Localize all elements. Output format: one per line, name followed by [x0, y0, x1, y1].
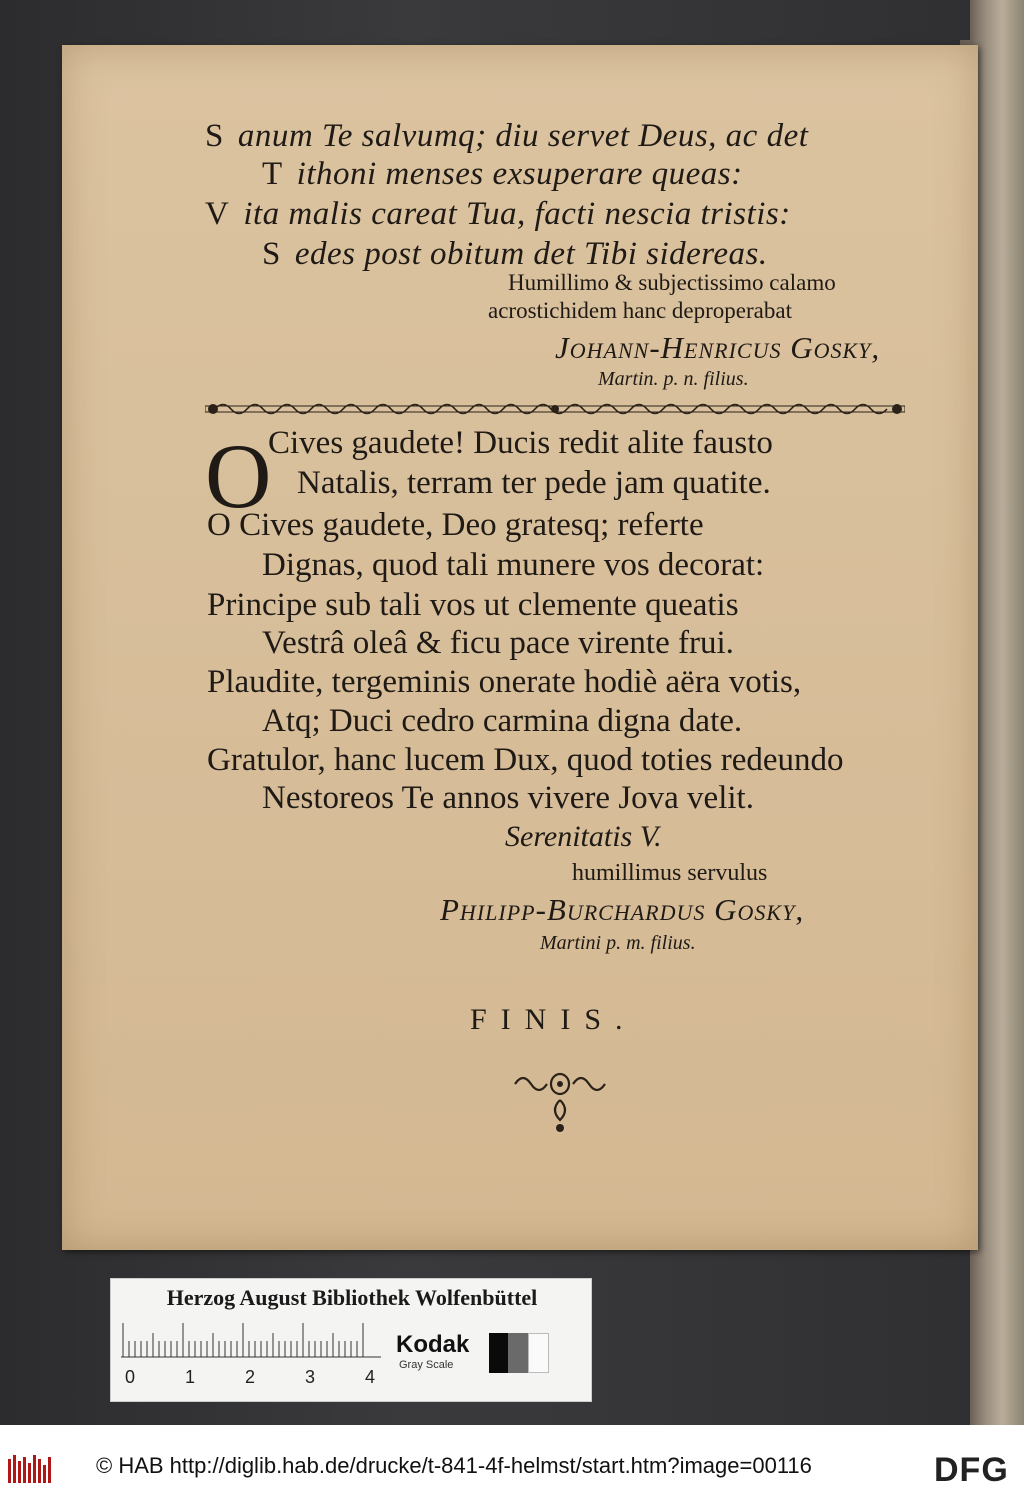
poem-line-6: Vestrâ oleâ & ficu pace virente frui. [262, 625, 734, 661]
poem-line-2: Natalis, terram ter pede jam quatite. [297, 465, 771, 501]
scale-ruler [121, 1323, 381, 1359]
tailpiece-ornament [505, 1070, 615, 1140]
swatch-white [528, 1333, 549, 1373]
library-color-card [110, 1278, 592, 1402]
gray-scale-label: Gray Scale [399, 1359, 454, 1371]
acrostic-line-4: S edes post obitum det Tibi sidereas. [262, 236, 768, 272]
address-serenitatis: Serenitatis V. [505, 820, 662, 853]
poem-line-8: Atq; Duci cedro carmina digna date. [262, 703, 743, 739]
closing-servulus: humillimus servulus [572, 860, 768, 886]
poem-line-10: Nestoreos Te annos vivere Jova velit. [262, 780, 754, 816]
ruler-number-2: 2 [245, 1367, 256, 1387]
finis-label: FINIS. [470, 1003, 637, 1036]
attribution-philipp: Martini p. m. filius. [540, 932, 696, 954]
dedication-line-1: Humillimo & subjectissimo calamo [508, 270, 836, 295]
card-title: Herzog August Bibliothek Wolfenbüttel [166, 1285, 538, 1310]
acrostic-line-3: V ita malis careat Tua, facti nescia tristis: [205, 196, 791, 232]
ruler-number-3: 3 [305, 1367, 316, 1387]
dfg-logo: DFG [934, 1451, 1009, 1489]
copyright-link[interactable]: © HAB http://diglib.hab.de/drucke/t-841-4f-helmst/start.htm?image=00116 [96, 1453, 812, 1478]
swatch-gray [508, 1333, 527, 1373]
signature-johann: Johann-Henricus Gosky, [555, 330, 881, 365]
swatch-black [489, 1333, 508, 1373]
acrostic-line-2: T ithoni menses exsuperare queas: [262, 156, 743, 192]
kodak-logo: Kodak [396, 1331, 470, 1358]
gray-swatches [489, 1333, 549, 1373]
poem-line-9: Gratulor, hanc lucem Dux, quod toties redeundo [207, 742, 844, 778]
acrostic-line-1: S anum Te salvumq; diu servet Deus, ac det [205, 118, 809, 154]
poem-line-5: Principe sub tali vos ut clemente queatis [207, 587, 739, 623]
hab-logo-icon [8, 1455, 52, 1483]
attribution-johann: Martin. p. n. filius. [598, 368, 749, 390]
ruler-number-0: 0 [125, 1367, 136, 1387]
signature-philipp: Philipp-Burchardus Gosky, [440, 892, 805, 927]
dedication-line-2: acrostichidem hanc deproperabat [488, 298, 792, 323]
ruler-number-4: 4 [365, 1367, 376, 1387]
poem-line-7: Plaudite, tergeminis onerate hodiè aëra votis, [207, 664, 802, 700]
poem-line-1: Cives gaudete! Ducis redit alite fausto [268, 425, 773, 461]
poem-line-3: O Cives gaudete, Deo gratesq; referte [207, 507, 704, 543]
page-edge-strip [970, 0, 1024, 1425]
footer-bar [0, 1425, 1024, 1493]
drop-cap: O [205, 425, 272, 527]
ornament-divider [205, 398, 905, 420]
poem-line-4: Dignas, quod tali munere vos decorat: [262, 547, 765, 583]
ruler-number-1: 1 [185, 1367, 196, 1387]
